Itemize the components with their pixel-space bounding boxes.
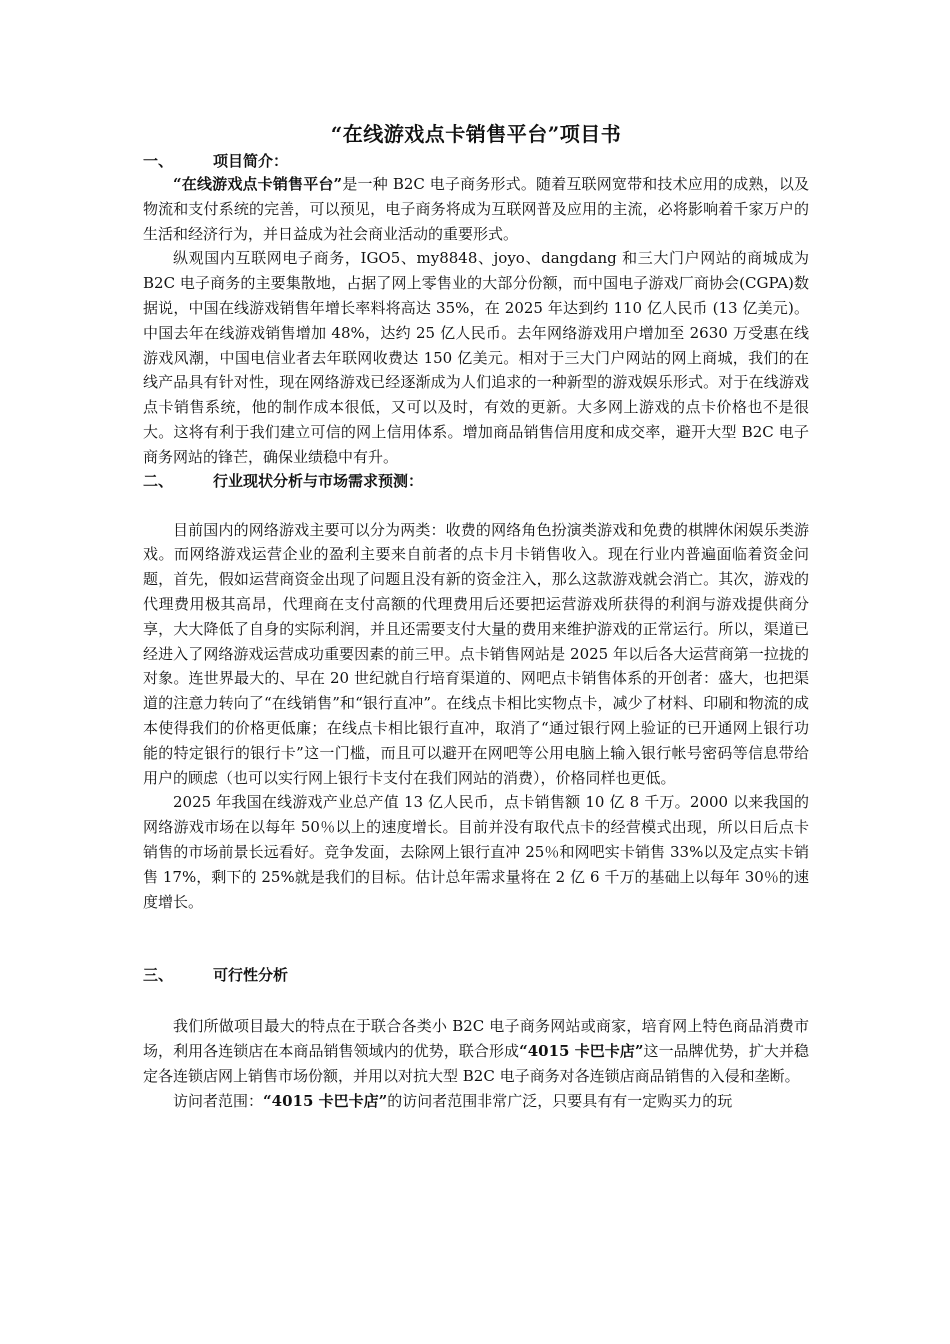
document-page — [143, 118, 809, 1114]
spacer — [143, 492, 809, 518]
section-3-number: 三、 — [143, 966, 174, 985]
section-3-paragraph-2 — [143, 1089, 809, 1114]
section-1-paragraph-1 — [143, 172, 809, 246]
brand-name-bold: “4015 卡巴卡店” — [519, 1042, 644, 1061]
platform-name-bold: “在线游戏点卡销售平台” — [173, 175, 343, 193]
document-title: “在线游戏点卡销售平台”项目书 — [330, 122, 622, 146]
section-2-paragraph-1: 目前国内的网络游戏主要可以分为两类：收费的网络角色扮演类游戏和免费的棋牌休闲娱乐类游戏。而网络游戏运营企业的盈利主要来自前者的点卡月卡销售收入。现在行业内普遍面临着资金问题，首先，假如运营商资金出现了问题且没有新的资金注入，那么这款游戏就会消亡。其次，游戏的代理费用极其高昂，代理商在支付高额的代理费用后还要把运营游戏所获得的利润与游戏提供商分享，大大降低了自身的实际利润，并且还需要支付大量的费用来维护游戏的正常运行。所以，渠道已经进入了网络游戏运营成功重要因素的前三甲。点卡销售网站是 2025 年以后各大运营商第一拉拢的对象。连世界最大的、早在 20 世纪就自行培育渠道的、网吧点卡销售体系的开创者：盛大，也把渠道的注意力转向了“在线销售”和“银行直冲”。在线点卡相比实物点卡，减少了材料、印刷和物流的成本使得我们的价格更低廉；在线点卡相比银行直冲，取消了“通过银行网上验证的已开通网上银行功能的特定银行的银行卡”这一门槛，而且可以避开在网吧等公用电脑上输入银行帐号密码等信息带给用户的顾虑（也可以实行网上银行卡支付在我们网站的消费），价格同样也更低。 — [143, 520, 809, 787]
spacer — [143, 986, 809, 1014]
section-3-heading — [143, 964, 809, 986]
section-3-paragraph-1-text-b: 这一品牌优势，扩大并稳定各连锁店网上销售市场份额，并用以对抗大型 B2C 电子商务对各连锁店商品销售的入侵和垄断。 — [143, 1042, 809, 1085]
section-2-heading — [143, 470, 809, 492]
section-3-paragraph-1 — [143, 1014, 809, 1088]
section-2-title: 行业现状分析与市场需求预测： — [213, 471, 424, 490]
section-2-number: 二、 — [143, 471, 174, 490]
section-1-number: 一、 — [143, 152, 174, 170]
section-2-paragraph-2: 2025 年我国在线游戏产业总产值 13 亿人民币，点卡销售额 10 亿 8 千万。2000 以来我国的网络游戏市场在以每年 50％以上的速度增长。目前并没有取代点卡的经营模式出现，所以日后点卡销售的市场前景长远看好。竞争发面，去除网上银行直冲 25％和网吧实卡销售 33%以及定点实卡销售 17%，剩下的 25%就是我们的目标。估计总年需求量将在 2 亿 6 千万的基础上以每年 30％的速度增长。 — [143, 793, 809, 911]
section-1-heading — [143, 150, 809, 172]
visitor-scope-label: 访问者范围： — [173, 1091, 264, 1110]
section-1-paragraph-2: 纵观国内互联网电子商务，IGO5、my8848、joyo、dangdang 和三大门户网站的商城成为 B2C 电子商务的主要集散地，占据了网上零售业的大部分份额，而中国电子游戏厂商协会(CGPA)数据说，中国在线游戏销售年增长率料将高达 35%，在 2025 年达到约 110 亿人民币 (13 亿美元)。 中国去年在线游戏销售增加 48%，达约 25 亿人民币。去年网络游戏用户增加至 2630 万受惠在线游戏风潮，中国电信业者去年联网收费达 150 亿美元。相对于三大门户网站的网上商城，我们的在线产品具有针对性，现在网络游戏已经逐渐成为人们追求的一种新型的游戏娱乐形式。对于在线游戏点卡销售系统，他的制作成本很低，又可以及时，有效的更新。大多网上游戏的点卡价格也不是很大。这将有利于我们建立可信的网上信用体系。增加商品销售信用度和成交率，避开大型 B2C 电子商务网站的锋芒，确保业绩稳中有升。 — [143, 249, 809, 466]
brand-name-bold-2: “4015 卡巴卡店” — [263, 1091, 388, 1110]
spacer — [143, 914, 809, 964]
section-1-title: 项目简介： — [213, 152, 289, 170]
section-3-paragraph-1-text-a: 我们所做项目最大的特点在于联合各类小 B2C 电子商务网站或商家，培育网上特色商品消费市场，利用各连锁店在本商品销售领域内的优势，联合形成 — [143, 1017, 809, 1061]
section-3-paragraph-2-text: 的访问者范围非常广泛，只要具有有一定购买力的玩 — [387, 1091, 733, 1110]
section-3-title: 可行性分析 — [213, 966, 289, 985]
section-1-paragraph-1-text: 是一种 B2C 电子商务形式。随着互联网宽带和技术应用的成熟，以及物流和支付系统的完善，可以预见，电子商务将成为互联网普及应用的主流，必将影响着千家万户的生活和经济行为，并日益成为社会商业活动的重要形式。 — [143, 175, 809, 243]
